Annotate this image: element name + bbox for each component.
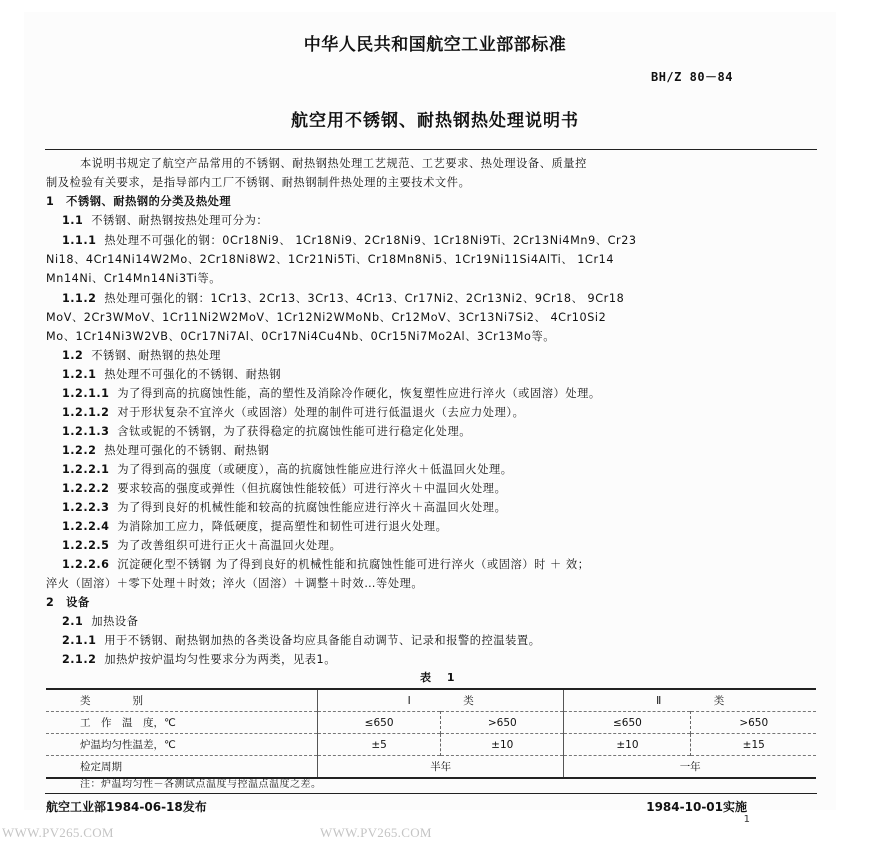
clause-text: 热处理不可强化的钢：0Cr18Ni9、 1Cr18Ni9、2Cr18Ni9、1Cr18Ni9Ti、2Cr13Ni4Mn9、Cr23 <box>104 234 637 247</box>
clause-1-2 <box>62 346 221 365</box>
cell: >650 <box>691 712 816 734</box>
furnace-uniformity-table <box>46 688 816 779</box>
clause-1-2-2-6-continuation: 淬火（固溶）＋零下处理＋时效；淬火（固溶）＋调整＋时效…等处理。 <box>46 577 424 590</box>
clause-number: 1.2.1.3 <box>62 425 110 438</box>
table-header-row <box>46 689 816 712</box>
clause-1-1-2 <box>62 289 624 308</box>
row-label: 炉温均匀性温差，℃ <box>80 739 176 751</box>
table-row <box>46 734 816 756</box>
clause-number: 1.2.2.3 <box>62 501 110 514</box>
clause-1-2-2-3 <box>62 498 506 517</box>
section-2-heading: 2 设备 <box>46 596 90 609</box>
clause-number: 2.1.1 <box>62 634 97 647</box>
clause-1-2-1-2 <box>62 403 524 422</box>
header-class-I: I 类 <box>318 689 564 712</box>
page-number: 1 <box>743 814 750 825</box>
clause-1-1-1-line-2: Ni18、4Cr14Ni14W2Mo、2Cr18Ni8W2、1Cr21Ni5Ti、Cr18Mn8Ni5、1Cr19Ni11Si4AlTi、 1Cr14 <box>46 253 615 266</box>
clause-text: 沉淀硬化型不锈钢 为了得到良好的机械性能和抗腐蚀性能可进行淬火（或固溶）时 ＋ 效； <box>117 558 590 571</box>
standard-number: BH/Z 80－84 <box>650 70 733 84</box>
section-1-heading: 1 不锈钢、耐热钢的分类及热处理 <box>46 195 232 208</box>
clause-number: 1.1 <box>62 214 84 227</box>
bottom-rule <box>45 793 817 794</box>
cell: 一年 <box>564 756 816 779</box>
clause-text: 为消除加工应力，降低硬度，提高塑性和韧性可进行退火处理。 <box>117 520 448 533</box>
header-category: 类 别 <box>80 695 143 707</box>
clause-number: 1.2.2 <box>62 444 97 457</box>
clause-number: 1.2.2.6 <box>62 558 110 571</box>
clause-number: 1.2.2.4 <box>62 520 110 533</box>
table-note: 注：炉温均匀性－各测试点温度与控温点温度之差。 <box>80 779 322 790</box>
clause-text: 加热设备 <box>91 615 139 628</box>
clause-1-1-1 <box>62 231 637 250</box>
clause-1-2-2-2 <box>62 479 506 498</box>
clause-text: 不锈钢、耐热钢按热处理可分为： <box>91 214 269 227</box>
clause-1-2-2-1 <box>62 460 513 479</box>
effective-date: 1984-10-01实施 <box>646 800 747 814</box>
watermark: WWW.PV265.COM <box>320 825 432 840</box>
clause-1-2-2 <box>62 441 269 460</box>
clause-text: 加热炉按炉温均匀性要求分为两类，见表1。 <box>104 653 337 666</box>
clause-1-2-2-5 <box>62 536 341 555</box>
clause-1-1 <box>62 211 268 230</box>
clause-number: 1.2.1.1 <box>62 387 110 400</box>
clause-1-1-2-line-3: Mo、1Cr14Ni3W2VB、0Cr17Ni7Al、0Cr17Ni4Cu4Nb、0Cr15Ni7Mo2Al、3Cr13Mo等。 <box>46 330 556 343</box>
intro-line-1: 本说明书规定了航空产品常用的不锈钢、耐热钢热处理工艺规范、工艺要求、热处理设备、质量控 <box>80 157 587 170</box>
intro-line-2: 制及检验有关要求，是指导部内工厂不锈钢、耐热钢制件热处理的主要技术文件。 <box>46 176 471 189</box>
clause-text: 含钛或铌的不锈钢，为了获得稳定的抗腐蚀性能可进行稳定化处理。 <box>117 425 472 438</box>
top-rule <box>45 149 817 150</box>
table-caption: 表 1 <box>420 671 461 684</box>
clause-text: 为了改善组织可进行正火＋高温回火处理。 <box>117 539 342 552</box>
cell: ≤650 <box>318 712 441 734</box>
clause-2-1 <box>62 612 138 631</box>
clause-number: 1.2.2.1 <box>62 463 110 476</box>
clause-number: 1.1.2 <box>62 292 97 305</box>
clause-text: 不锈钢、耐热钢的热处理 <box>91 349 221 362</box>
clause-text: 为了得到高的抗腐蚀性能，高的塑性及消除冷作硬化，恢复塑性应进行淬火（或固溶）处理。 <box>117 387 601 400</box>
issued-date: 航空工业部1984-06-18发布 <box>46 800 207 814</box>
clause-1-2-2-4 <box>62 517 447 536</box>
clause-1-1-2-line-2: MoV、2Cr3WMoV、1Cr11Ni2W2MoV、1Cr12Ni2WMoNb、Cr12MoV、3Cr13Ni7Si2、 4Cr10Si2 <box>46 311 607 324</box>
clause-text: 用于不锈钢、耐热钢加热的各类设备均应具备能自动调节、记录和报警的控温装置。 <box>104 634 541 647</box>
clause-number: 2.1.2 <box>62 653 97 666</box>
cell: ±5 <box>318 734 441 756</box>
cell: 半年 <box>318 756 564 779</box>
table-row <box>46 712 816 734</box>
watermark: WWW.PV265.COM <box>2 825 114 840</box>
row-label: 工 作 温 度，℃ <box>80 717 176 729</box>
clause-number: 1.2.1.2 <box>62 406 110 419</box>
clause-1-2-1-1 <box>62 384 601 403</box>
clause-number: 1.1.1 <box>62 234 97 247</box>
cell: ≤650 <box>564 712 691 734</box>
clause-2-1-1 <box>62 631 541 650</box>
clause-text: 要求较高的强度或弹性（但抗腐蚀性能较低）可进行淬火＋中温回火处理。 <box>117 482 507 495</box>
clause-number: 2.1 <box>62 615 84 628</box>
clause-text: 为了得到良好的机械性能和较高的抗腐蚀性能应进行淬火＋高温回火处理。 <box>117 501 507 514</box>
cell: ±15 <box>691 734 816 756</box>
clause-number: 1.2.2.5 <box>62 539 110 552</box>
clause-text: 对于形状复杂不宜淬火（或固溶）处理的制件可进行低温退火（去应力处理）。 <box>117 406 525 419</box>
clause-number: 1.2.2.2 <box>62 482 110 495</box>
clause-text: 为了得到高的强度（或硬度），高的抗腐蚀性能应进行淬火＋低温回火处理。 <box>117 463 513 476</box>
clause-1-2-1 <box>62 365 281 384</box>
document-title: 航空用不锈钢、耐热钢热处理说明书 <box>291 111 579 131</box>
clause-1-2-2-6 <box>62 555 590 574</box>
cell: ±10 <box>564 734 691 756</box>
clause-number: 1.2.1 <box>62 368 97 381</box>
clause-number: 1.2 <box>62 349 84 362</box>
clause-text: 热处理不可强化的不锈钢、耐热钢 <box>104 368 282 381</box>
clause-2-1-2 <box>62 650 336 669</box>
clause-1-1-1-line-3: Mn14Ni、Cr14Mn14Ni3Ti等。 <box>46 272 222 285</box>
cell: ±10 <box>441 734 564 756</box>
issuer-title: 中华人民共和国航空工业部部标准 <box>303 35 567 55</box>
header-class-II: Ⅱ 类 <box>564 689 816 712</box>
clause-text: 热处理可强化的不锈钢、耐热钢 <box>104 444 270 457</box>
clause-1-2-1-3 <box>62 422 471 441</box>
clause-text: 热处理可强化的钢：1Cr13、2Cr13、3Cr13、4Cr13、Cr17Ni2、2Cr13Ni2、9Cr18、 9Cr18 <box>104 292 625 305</box>
cell: >650 <box>441 712 564 734</box>
row-label: 检定周期 <box>80 761 122 773</box>
